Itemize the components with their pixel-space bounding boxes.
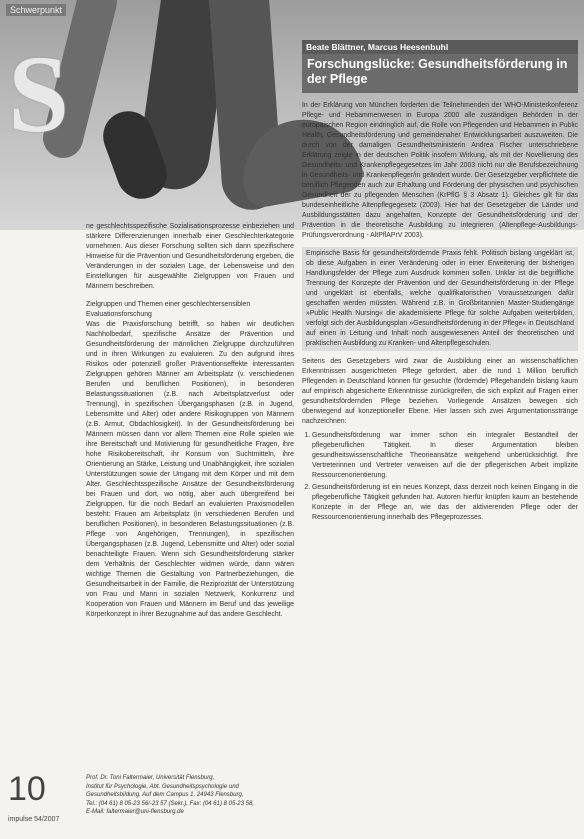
right-column (302, 40, 578, 839)
article-title: Forschungslücke: Gesundheitsförderung in der Pflege (302, 54, 578, 93)
argument-list (302, 431, 578, 523)
author-note-line: Institut für Psychologie, Abt. Gesundheitspsychologie und (86, 783, 239, 790)
highlight-box (302, 247, 578, 351)
author-note-line: Tel.: (04 61) 8 05-23 56/-23 57 (Sekr.), Fax: (04 61) 8 05-23 58, (86, 800, 254, 807)
author-note (86, 774, 296, 817)
right-paragraph-2: Seitens des Gesetzgebers wird zwar die Ausbildung einer an wissenschaftlichen Erkenntnissen ausgerichteten Pflege gefordert, aber die rund 1 Million beruflich Pflegenden in Deutschland können für gesuchte (fördernde) Pflegehandeln bislang kaum auf empirisch abgesicherte Erkenntnisse zurückgreifen, die sich explizit auf Fragen einer gesundheitsfördernden Pflege beziehen. Vorliegende Ansätzen bewegen sich überwiegend auf konzeptioneller Ebene. Hier lassen sich zwei Argumentationsstränge nachzeichnen: (302, 358, 578, 425)
left-paragraph-1: Was die Praxisforschung betrifft, so haben wir deutlichen Nachholbedarf, spezifische Ansätze der Prävention und Gesundheitsförderung der männlichen Zielgruppe durchzuführen und in ihren Wirkungen zu evaluieren. Zu den aufgrund ihres Risikos oder potenziell großer Präventionseffekte interessanten Zielgruppen gehören Männer am Arbeitsplatz (v. verschiedenen Berufen und beruflichen Positionen), in besonderen Belastungssituationen (z.B. nach Arbeitsplatzverlust oder Trennung), in spezifischen Übergangsphasen (z.B. in Jugend, Lebensmitte und Alter) oder andere Risikogruppen von Männern (z.B. Armut, Obdachlosigkeit). In der Gesundheitsförderung bei Männern müssen dann vor allem Themen eine Rolle spielen wie ihre Bereitschaft und Motivierung für gesundheitliche Fragen, ihre hohe Risikobereitschaft, ihr Konsum von Suchtmitteln, ihre Orientierung an Stärke, Leistung und Unabhängigkeit, ihre sozialen Unterstützungen sowie der Umgang mit dem Körper und mit dem Alter. Geschlechtsspezifische Ansätze der Gesundheitsförderung bei Frauen und dort, wo nötig, aber auch übergreifend bei Zielgruppen, für die noch Bedarf an evaluierten Praxismodellen besteht: Frauen am Arbeitsplatz (in verschiedenen Berufen und beruflichen Positionen), in besonderen Belastungssituationen (z.B. Pflege von Angehörigen, Trennungen), in spezifischen Übergangsphasen (z.B. Jugend, Lebensmitte und Alter) oder sozial benachteiligte Frauen. Wenn sich Gesundheitsförderung stärker dem Verhältnis der Geschlechter widmen würde, dann wären wichtige Themen die Gestaltung von Partnerbeziehungen, die Gesundheitsarbeit in der Familie, die Reziprozität der Unterstützung von Frau und Mann in sozialen Netzwerk, Konkurrenz und Kooperation von Frauen und Männern im Beruf und das jeweilige Körperkonzept in ihrer Bezugnahme auf das andere Geschlecht. (86, 321, 294, 618)
author-note-line: E-Mail: faltermaier@uni-flensburg.de (86, 809, 184, 815)
list-item: 1. Gesundheitsförderung war immer schon ein integraler Bestandteil der pflegeberuflichen Tätigkeit. In dieser Argumentation bleiben gesundheitswissenschaftliche Theorieansätze weitgehend unberücksichtigt. Ihre Vertreterinnen und Vertreter verweisen auf die der pflegerischen Arbeit implizite Ressourcenorientierung. (312, 431, 578, 481)
issue-reference: impulse 54/2007 (8, 816, 60, 823)
highlight-box-text: Empirische Basis für gesundheitsfördernde Praxis fehlt. Politisch bislang ungeklärt ist, ob diese Aufgaben in einer Veränderung oder in einer Erweiterung der bisherigen Handlungsfelder der Pflege zum Ausdruck kommen sollen. Unklar ist die begriffliche Trennung der Konzepte der Prävention und der Gesundheitsförderung in der Pflege und ungeklärt ist ebenfalls, welche qualifikatorischen Voraussetzungen dafür geschaffen werden müssten. Während z.B. in Großbritannien Master-Studiengänge »Public Health Nursing« die akademisierte Pflege für solche Aufgaben weiterbilden, verfolgt sich der Ausbildungsplan »Gesundheitsförderung in der Pflege« in Deutschland auf einen in Leitung und Inhalt noch ausgewiesenen Anteil der theoretischen und praktischen Ausbildung zu Kranken- und Altenpflegeschulen. (306, 250, 574, 347)
author-note-line: Gesundheitsbildung, Auf dem Campus 1, 24943 Flensburg, (86, 792, 244, 798)
right-paragraph-1: In der Erklärung von München forderten die Teilnehmenden der WHO-Ministerkonferenz Pflege- und Hebammenwesen in Europa 2000 alle zuständigen Behörden in der europäischen Region eindringlich auf, die Rolle von Pflegenden und Hebammen in Public Health, Gesundheitsförderung und gemeindenaher Entwicklungsarbeit auszuweiten. Die durch von der damaligen Gesundheitsministerin Andrea Fischer unterschriebene Erklärung zeigte in der deutschen Politik insofern Wirkung, als mit der Novellierung des Gesundheits- und Krankenpflegegesetzes im Jahr 2003 nicht nur die Berufsbezeichnung in Gesundheits- und Krankenpfleger/in geändert wurde. Der Gesetzgeber verpflichtete die beruflich Pflegenden auch zur Erhaltung und Förderung der physischen und psychischen Gesundheit der zu pflegenden Menschen (KrPflG § 3 Absatz 1). Gleiches gilt für das bundeseinheitliche Altenpflegegesetz (2003). Hier hat der Gesetzgeber die Länder und Ausbildungsstätten dazu angehalten, Konzepte der Gesundheitsförderung und der Prävention in die theoretische Ausbildung zu integrieren (Altenpflege-Ausbildungs-Prüfungsverordnung - AltPflAPrV 2003). (302, 102, 578, 239)
subheading: Zielgruppen und Themen einer geschlechtersensiblen Evaluationsforschung (86, 301, 251, 318)
left-column (86, 222, 294, 620)
author-note-line: Prof. Dr. Toni Faltermaier, Universität Flensburg, (86, 775, 215, 781)
section-label: Schwerpunkt (6, 4, 66, 16)
left-intro-paragraph: ne geschlechtsspezifische Sozialisationsprozesse einbeziehen und stärkere Differenzierungen innerhalb einer Geschlechterkategorie vornehmen. Aus dieser Forschung sollten sich dann spezifischere Hinweise für die Prävention und Gesundheitsförderung ergeben, die Veränderungen in der sozialen Lage, der Lebensweise und den Einstellungen für ausgewählte Zielgruppen von Frauen und Männern beschreiben. (86, 223, 294, 290)
page-number: 10 (8, 770, 46, 808)
section-initial: S (8, 33, 70, 155)
article-authors: Beate Blättner, Marcus Heesenbuhl (302, 40, 578, 54)
list-item: 2. Gesundheitsförderung ist ein neues Konzept, dass derzeit noch keinen Eingang in die pflegeberufliche Tätigkeit gefunden hat. Autoren hierfür knüpfen kaum an bestehende Konzepte in der Pflege an, wie das der aktivierenden Pflege oder der Ressourcenorientierung innerhalb des Pflegeprozesses. (312, 483, 578, 523)
